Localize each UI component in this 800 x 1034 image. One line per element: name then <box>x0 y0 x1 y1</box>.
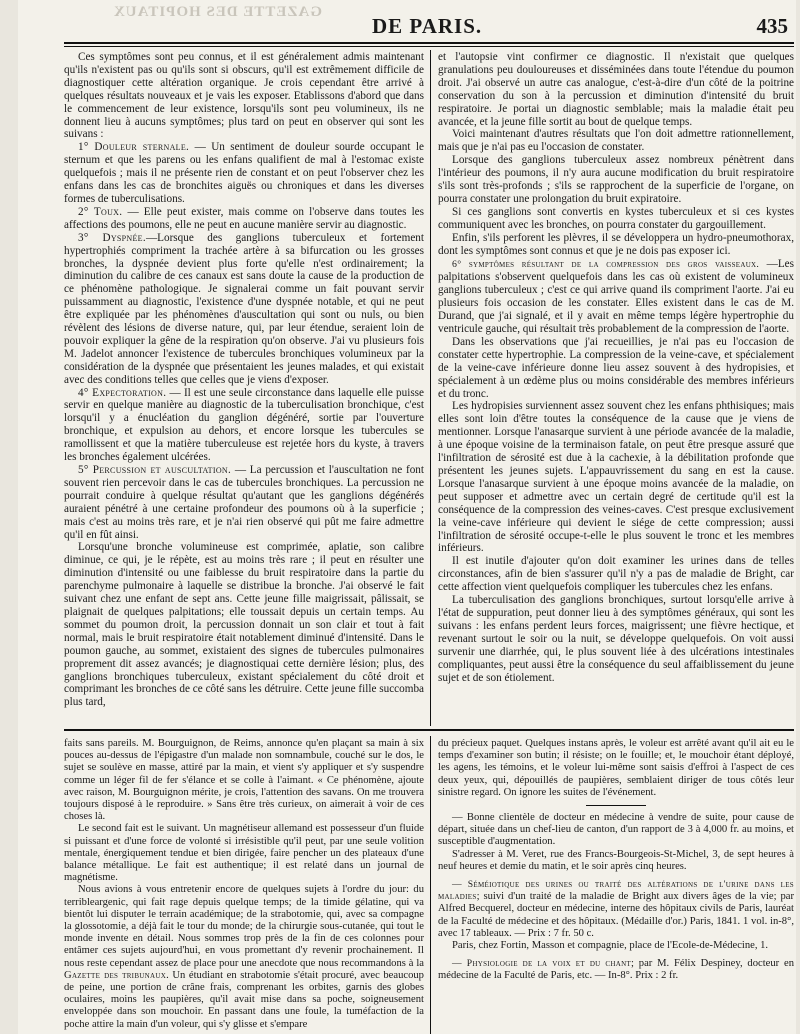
paragraph: et l'autopsie vint confirmer ce diagnostic. Il n'existait que quelques granulations peu douloureuses et disséminées dans toute l'étendue du poumon droit. J'ai observé un autre cas analogue, c'est-à-dire d'un côté de la poitrine conservation du son à la percussion et diminution d'intensité du bruit respiratoire. Je portai un diagnostic semblable; mais la maladie était peu avancée, et la jeune fille sortit au bout de quelque temps. <box>438 51 794 128</box>
advertisement-book-urines: — Séméiotique des urines ou traité des altérations de l'urine dans les maladies; suivi d'un traité de la maladie de Bright aux divers âges de la vie; par Alfred Becquerel, docteur en médecine, interne des hôpitaux civils de Paris, lauréat de la Faculté de médecine et des hôpitaux. (Médaille d'or.) Paris, 1841. 1 vol. in-8°, avec 17 tableaux. — Prix : 7 fr. 50 c. Paris, chez Fortin, Masson et compagnie, place de l'Ecole-de-Médecine, 1. <box>438 879 794 952</box>
paragraph: Il est inutile d'ajouter qu'on doit examiner les urines dans de telles circonstances, afin de bien s'assurer qu'il n'y a pas de maladie de Bright, car cette affection vient quelquefois compliquer les tubercules chez les enfans. <box>438 555 794 594</box>
bleed-through-text: GAZETTE DES HOPITAUX <box>113 4 322 20</box>
section-heading: 1° Douleur sternale. <box>78 141 190 154</box>
paragraph: Voici maintenant d'autres résultats que l'on doit admettre rationnellement, mais que je n'ai pas eu l'occasion de constater. <box>438 128 794 154</box>
paragraph: Enfin, s'ils perforent les plèvres, il se développera un hydro-pneumothorax, dont les symptômes sont connus et que je ne dois pas exposer ici. <box>438 231 794 257</box>
section-rule <box>64 729 794 731</box>
header-rule-thin <box>64 46 794 47</box>
paragraph: Lorsqu'une bronche volumineuse est comprimée, aplatie, son calibre diminue, ce qui, je le répète, est au moins très rare ; il peut en résulter une diminution d'intensité ou une faiblesse du bruit respiratoire dans la partie du parenchyme pulmonaire à laquelle se distribue la bronche. J'ai observé le fait suivant chez une enfant de sept ans. Cette jeune fille maigrissait, pâlissait, se plaignait de quelques palpitations; elle toussait depuis un certain temps. Au sommet du poumon droit, la percussion donnait un son clair et tout à fait normal, mais le bruit respiratoire était notablement diminué d'intensité. Dans le poumon gauche, au sommet, existaient des signes de tubercules pulmonaires proprement dit assez avancés; je diagnostiquai cette dernière lésion; plus, des ganglions bronchiques tuberculeux, existant spécialement du côté droit et comprimant les bronches de ce côté sans les détruire. Cette jeune fille succomba plus tard, <box>64 541 424 709</box>
column-divider-bottom <box>430 736 431 1034</box>
paragraph: Le second fait est le suivant. Un magnétiseur allemand est possesseur d'un fluide si puissant et d'une force de volonté si irrésistible qu'il peut, par une seule volition mentale, énergiquement tendue et bien dirigée, faire pencher un des plateaux d'une balance métallique. Le fait est authentique; il est relaté dans un journal de magnétisme. <box>64 823 424 884</box>
paragraph: Dans les observations que j'ai recueillies, je n'ai pas eu l'occasion de constater cette hypertrophie. La compression de la veine-cave, et spécialement de la veine-cave inférieure donne lieu assez souvent à des hydropisies, et spécialement à un œdème plus ou moins considérable des membres inférieurs et du tronc. <box>438 335 794 400</box>
paragraph: 6° symptômes résultant de la compression des gros vaisseaux. —Les palpitations s'observent quelquefois dans les cas où existent de volumineux ganglions tuberculeux ; c'est ce qui arrive quand ils compriment l'aorte. J'ai eu plusieurs fois occasion de les constater. Elles existent dans le cas de M. Durand, que j'ai signalé, et il y avait en même temps légère hypertrophie du ventricule gauche, qui résultait très probablement de la compression de l'aorte. <box>438 257 794 336</box>
publication-name: Gazette des tribunaux <box>64 969 167 981</box>
paragraph: Si ces ganglions sont convertis en kystes tuberculeux et si ces kystes communiquent avec les bronches, on pourra constater du gargouillement. <box>438 205 794 231</box>
newspaper-page <box>18 0 796 1034</box>
paragraph: Ces symptômes sont peu connus, et il est généralement admis maintenant qu'ils n'existent pas ou qu'ils sont si obscurs, qu'il est extrêmement difficile de diagnostiquer cette altération organique. Je crois cependant être arrivé à quelques résultats nouveaux et je vais les exposer. Etablissons d'abord que dans le commencement de leur existence, lorsqu'ils sont peu volumineux, ils ne donnent lieu à aucuns symptômes; plus tard on peut en observer qui sont les suivans : <box>64 51 424 141</box>
paragraph: Nous avions à vous entretenir encore de quelques sujets à l'ordre du jour: du terribleargenic, qui fait rage depuis quelque temps; de la timide gélatine, qui va bientôt lui disputer le terrain académique; de la strabotomie, qui, avec sa compagne la glossotomie, a déjà fait le tour du monde; de la chirurgie sous-cutanée, qui tout le monde invente en détail. Nous sommes trop près de la fin de ces colonnes pour entâmer ces sujets aujourd'hui, en vous promettant d'y revenir prochainement. Il nous reste cependant assez de place pour une anecdote que nous recommandons à la Gazette des tribunaux. Un étudiant en strabotomie s'était procuré, avec beaucoup de peine, une portion de crâne frais, comprenant les orbites, garnis des globes oculaires, moins les paupières, qu'il avait mise dans sa poche, soigneusement enveloppée dans son mouchoir. En passant dans une foule, la tuméfaction de la poche attire la main d'un voleur, qui s'y glisse et s'empare <box>64 884 424 1030</box>
feuilleton-column-left <box>64 738 424 1034</box>
paragraph: 3° Dyspnée.—Lorsque des ganglions tuberculeux et fortement hypertrophiés compriment la trachée artère à sa bifurcation ou les grosses bronches, la dyspnée devient plus forte qu'elle n'est ordinairement; la diminution du calibre de ces canaux est sans doute la cause de la production de ce phénomène pathologique. Je signalerai comme un fait pouvant servir puissamment au diagnostic, l'existence d'une dyspnée notable, et qui ne peut être expliquée par les phénomènes d'auscultation qui sont ou nuls, ou bien révèlent des lésions de diverse nature, qui, par leur étendue, seraient loin de pouvoir expliquer la gêne de la respiration qu'on observe. J'ai vu plusieurs fois M. Jadelot annoncer l'existence de tubercules bronchiques volumineux par la considération de la dyspnée que présentaient les jeunes malades, et qui existait avec des conditions telles que celles que je viens d'exposer. <box>64 231 424 386</box>
ad-divider <box>586 805 646 806</box>
section-heading: 3° Dyspnée. <box>78 231 146 244</box>
paragraph: 1° Douleur sternale. — Un sentiment de douleur sourde occupant le sternum et que les parens ou les enfans qualifient de mal à l'estomac existe quelquefois ; mais il ne présente rien de constant et on peut l'observer chez les enfans dans les cas de bronchites aiguës ou chroniques et dans les diverses formes de tuberculisations. <box>64 141 424 205</box>
article-column-left <box>64 51 424 724</box>
paragraph: Les hydropisies surviennent assez souvent chez les enfans phthisiques; mais elles sont loin d'être toutes la conséquence de la cause que je viens de mentionner. Lorsque l'anasarque survient à une période avancée de la maladie, à une époque voisine de la terminaison fatale, on peut être presque assuré que l'infiltration de sérosité est due à la cachexie, à la débilitation profonde que présentent les jeunes sujets. L'appauvrissement du sang en est la cause. Lorsque l'anasarque survient à une époque moins avancée de la maladie, on peut supposer et admettre avec un certain degré de certitude qu'il est la conséquence de la compression des veines-caves. C'est presque exclusivement la veine-cave inférieure qui devient le siége de cette compression; aussi l'infiltration de sérosité occupe-t-elle le plus souvent le tronc et les membres inférieurs. <box>438 400 794 555</box>
section-heading: 2° Toux. <box>78 205 123 218</box>
paragraph: 5° Percussion et auscultation. — La percussion et l'auscultation ne font souvent rien percevoir dans le cas de tubercules bronchiques. La percussion ne pourrait conduire à quelque résultat qu'autant que les ganglions dégénérés auraient pénétré à une certaine profondeur des poumons où à la superficie ; mais c'est au moins très rare, et je n'ai rien observé qui pût me faire admettre qu'il en fût ainsi. <box>64 464 424 541</box>
section-heading: 4° Expectoration. <box>78 386 167 399</box>
page-number: 435 <box>756 14 788 38</box>
article-column-right <box>438 51 794 724</box>
paragraph: du précieux paquet. Quelques instans après, le voleur est arrêté avant qu'il ait eu le temps d'examiner son butin; il résiste; on le fouille; et, le mouchoir étant déployé, les agens, les témoins, et le voleur lui-même sont saisis d'effroi à l'aspect de ces deux yeux, qui, dépouillés de paupières, semblaient diriger de tous côtés leur sinistre regard. On ignore les suites de l'événement. <box>438 738 794 798</box>
section-heading: 6° symptômes résultant de la compression des gros vaisseaux. <box>452 258 760 270</box>
feuilleton-column-right <box>438 738 794 1034</box>
paragraph: Lorsque des ganglions tuberculeux assez nombreux pénètrent dans l'intérieur des poumons, il n'y aura aucune modification du bruit respiratoire s'ils sont très-profonds ; s'ils se rapprochent de la superficie de l'organe, on pourra constater une prolongation du bruit expiratoire. <box>438 154 794 205</box>
column-divider-top <box>430 50 431 726</box>
paragraph: faits sans pareils. M. Bourguignon, de Reims, annonce qu'en plaçant sa main à six pouces au-dessus de l'épigastre d'un malade non somnambule, couché sur le dos, le sujet se soulève en masse, attiré par la main, et vient s'y appliquer et s'y suspendre comme un léger fil de fer s'élance et se colle à l'aimant. « Ce phénomène, ajoute avec raison, M. Bourguignon mérite, je crois, l'attention des savans. On me trouvera toujours disposé à le reproduire. » Sans être très curieux, on aimerait à voir de ces choses là. <box>64 738 424 823</box>
advertisement-practice-sale: — Bonne clientèle de docteur en médecine à vendre de suite, pour cause de départ, située dans un chef-lieu de canton, d'un rapport de 3 à 4,000 fr. au moins, et susceptible d'augmentation. S'adresser à M. Veret, rue des Francs-Bourgeois-St-Michel, 3, de sept heures à neuf heures et demie du matin, et le soir après cinq heures. <box>438 812 794 872</box>
book-title: — Séméiotique des urines ou traité des altérations de l'urine dans les maladies <box>438 879 794 903</box>
paragraph: 4° Expectoration. — Il est une seule circonstance dans laquelle elle puisse servir en quelque manière au diagnostic de la tuberculisation bronchique, c'est lorsqu'il y a énucléation du ganglion dégénéré, sortie par l'ouverture bronchique, et expulsion au dehors, et encore lorsque les tubercules se ramollissent et que la matière tuberculeuse est rejetée hors du kyste, à travers les bronches également ulcérées. <box>64 386 424 464</box>
section-heading: 5° Percussion et auscultation. <box>78 464 232 476</box>
book-title: — Physiologie de la voix et du chant <box>452 958 632 970</box>
advertisement-book-voice: — Physiologie de la voix et du chant; par M. Félix Despiney, docteur en médecine de la Faculté de Paris, etc. — In-8°. Prix : 2 fr. <box>438 958 794 982</box>
paragraph: La tuberculisation des ganglions bronchiques, surtout lorsqu'elle arrive à l'état de suppuration, peut donner lieu à des symptômes généraux, qui sont les suivans : les enfans perdent leurs forces, maigrissent; une fièvre hectique, et revenant surtout le soir ou la nuit, se développe quelquefois. On voit aussi survenir une diarrhée, qui, le plus souvent liée à des ulcérations intestinales compliquantes, peut aussi être la conséquence du seul affaiblissement du jeune sujet et de son étiolement. <box>438 594 794 684</box>
paragraph: 2° Toux. — Elle peut exister, mais comme on l'observe dans toutes les affections des poumons, elle ne peut en aucune manière servir au diagnostic. <box>64 205 424 231</box>
header-rule <box>64 42 794 44</box>
running-title: DE PARIS. <box>372 14 483 38</box>
